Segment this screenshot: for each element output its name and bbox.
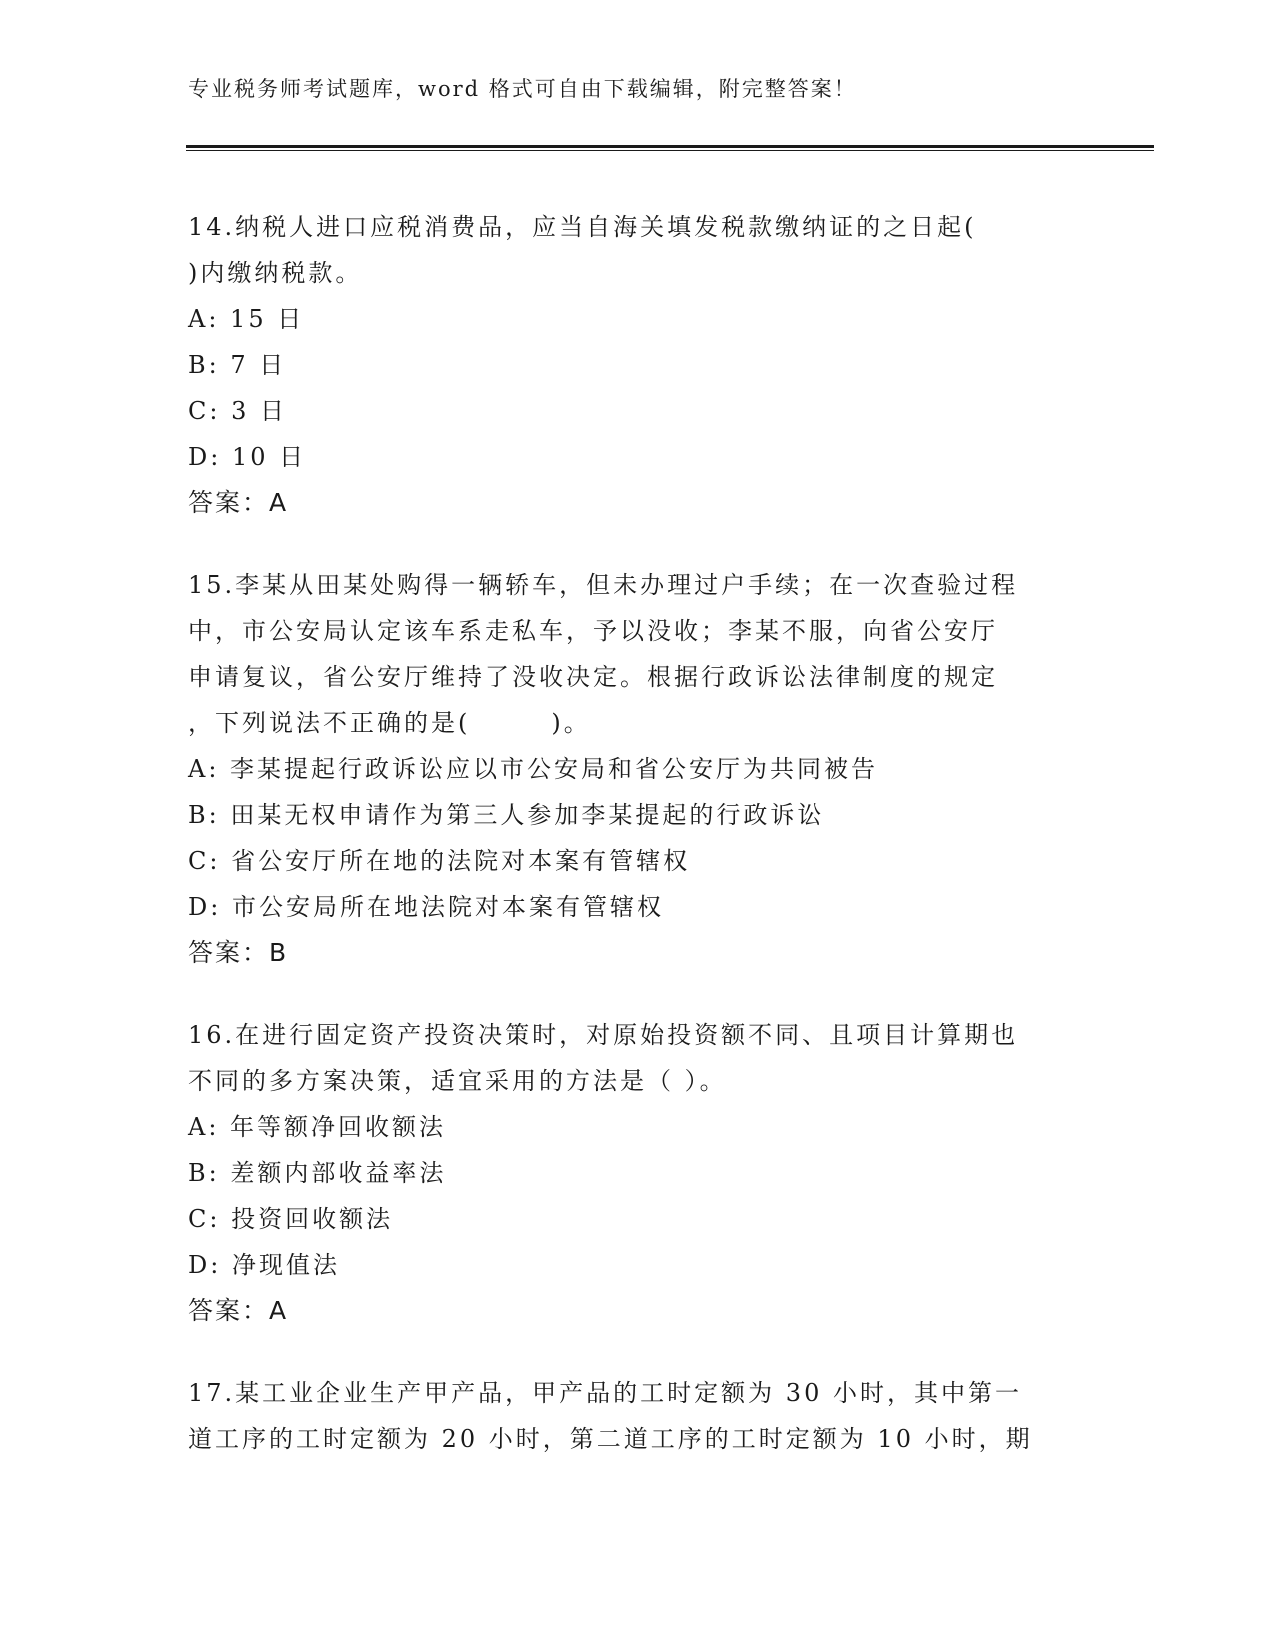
question-text-line: 申请复议，省公安厅维持了没收决定。根据行政诉讼法律制度的规定	[188, 663, 998, 691]
option-d: D: 10 日	[188, 443, 307, 471]
option-a: A: 15 日	[188, 305, 305, 333]
question-text-line: ，下列说法不正确的是( )。	[188, 709, 591, 737]
question-text-line: 道工序的工时定额为 20 小时，第二道工序的工时定额为 10 小时，期	[188, 1425, 1033, 1453]
question-16	[188, 1012, 1088, 1334]
option-d: D: 净现值法	[188, 1251, 340, 1279]
option-d: D: 市公安局所在地法院对本案有管辖权	[188, 893, 664, 921]
answer: 答案：A	[188, 1296, 289, 1325]
option-c: C: 省公安厅所在地的法院对本案有管辖权	[188, 847, 691, 875]
option-a: A: 李某提起行政诉讼应以市公安局和省公安厅为共同被告	[188, 755, 879, 783]
answer: 答案：A	[188, 488, 289, 517]
question-text-line: )内缴纳税款。	[188, 259, 363, 287]
option-c: C: 3 日	[188, 397, 287, 425]
document-header: 专业税务师考试题库，word 格式可自由下载编辑，附完整答案！	[188, 77, 857, 101]
question-text-line: 中，市公安局认定该车系走私车，予以没收；李某不服，向省公安厅	[188, 617, 998, 645]
option-b: B: 差额内部收益率法	[188, 1159, 447, 1187]
header-rule-thin	[186, 150, 1154, 151]
answer: 答案：B	[188, 938, 289, 967]
option-a: A: 年等额净回收额法	[188, 1113, 447, 1141]
question-list	[188, 204, 1088, 1498]
option-b: B: 田某无权申请作为第三人参加李某提起的行政诉讼	[188, 801, 825, 829]
question-text-line: 16.在进行固定资产投资决策时，对原始投资额不同、且项目计算期也	[188, 1021, 1019, 1049]
option-c: C: 投资回收额法	[188, 1205, 394, 1233]
question-text-line: 15.李某从田某处购得一辆轿车，但未办理过户手续；在一次查验过程	[188, 571, 1019, 599]
option-b: B: 7 日	[188, 351, 287, 379]
question-17	[188, 1370, 1088, 1462]
question-text-line: 不同的多方案决策，适宜采用的方法是（ ）。	[188, 1067, 727, 1095]
question-text-line: 17.某工业企业生产甲产品，甲产品的工时定额为 30 小时，其中第一	[188, 1379, 1022, 1407]
question-text-line: 14.纳税人进口应税消费品，应当自海关填发税款缴纳证的之日起(	[188, 213, 977, 241]
question-14	[188, 204, 1088, 526]
header-rule-thick	[186, 145, 1154, 148]
question-15	[188, 562, 1088, 976]
